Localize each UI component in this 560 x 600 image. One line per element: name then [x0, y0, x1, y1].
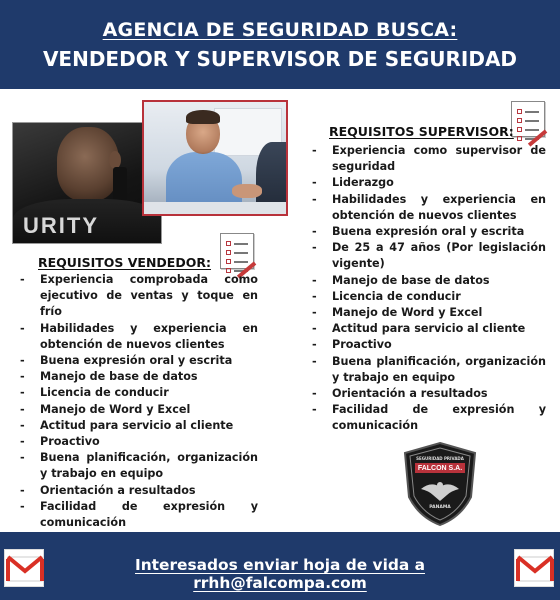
list-item: - Facilidad de expresión y comunicación — [18, 499, 258, 531]
list-item: - Facilidad de expresión y comunicación — [310, 402, 546, 434]
list-item: - Buena planificación, organización y trabajo en equipo — [310, 354, 546, 386]
header-title-line2: VENDEDOR Y SUPERVISOR DE SEGURIDAD — [42, 46, 518, 71]
list-item: - Buena planificación, organización y trabajo en equipo — [18, 450, 258, 482]
badge-country: PANAMA — [429, 505, 451, 510]
security-guard-photo — [12, 122, 162, 244]
badge-top-text: SEGURIDAD PRIVADA — [416, 456, 464, 461]
list-item: - Proactivo — [310, 337, 546, 353]
list-item: - Manejo de Word y Excel — [18, 402, 258, 418]
list-item: - Buena expresión oral y escrita — [18, 353, 258, 369]
list-item: - Manejo de base de datos — [18, 369, 258, 385]
gmail-icon — [514, 549, 554, 587]
list-item: - Orientación a resultados — [310, 386, 546, 402]
supervisor-requirements-list — [310, 143, 546, 435]
radio-icon — [113, 167, 127, 201]
list-item: - Habilidades y experiencia en obtención de nuevos clientes — [18, 321, 258, 353]
checklist-icon — [220, 233, 254, 269]
handshake-photo — [142, 100, 288, 216]
shield-icon — [401, 441, 479, 527]
list-item: - Manejo de Word y Excel — [310, 305, 546, 321]
badge-company-name: FALCON S.A. — [417, 465, 463, 472]
vendedor-requirements-list — [18, 272, 258, 531]
list-item: - Habilidades y experiencia en obtención de nuevos clientes — [310, 192, 546, 224]
header-title-line1: AGENCIA DE SEGURIDAD BUSCA: — [102, 18, 458, 41]
list-item: - Actitud para servicio al cliente — [18, 418, 258, 434]
list-item: - Experiencia comprobada como ejecutivo de ventas y toque en frío — [18, 272, 258, 321]
list-item: - Liderazgo — [310, 175, 546, 191]
list-item: - Manejo de base de datos — [310, 273, 546, 289]
list-item: - Licencia de conducir — [310, 289, 546, 305]
supervisor-requirements-title: REQUISITOS SUPERVISOR: — [329, 124, 514, 139]
list-item: - Licencia de conducir — [18, 385, 258, 401]
gmail-icon — [4, 549, 44, 587]
header-banner — [0, 0, 560, 92]
footer-banner — [0, 529, 560, 600]
contact-email-text: Interesados enviar hoja de vida a rrhh@falcompa.com — [134, 556, 426, 592]
list-item: - Proactivo — [18, 434, 258, 450]
list-item: - De 25 a 47 años (Por legislación vigente) — [310, 240, 546, 272]
list-item: - Actitud para servicio al cliente — [310, 321, 546, 337]
vendedor-requirements-title: REQUISITOS VENDEDOR: — [38, 255, 211, 270]
list-item: - Experiencia como supervisor de seguridad — [310, 143, 546, 175]
company-badge-logo — [401, 441, 479, 527]
uniform-text: URITY — [23, 213, 99, 238]
checklist-icon — [511, 101, 545, 137]
list-item: - Orientación a resultados — [18, 483, 258, 499]
list-item: - Buena expresión oral y escrita — [310, 224, 546, 240]
